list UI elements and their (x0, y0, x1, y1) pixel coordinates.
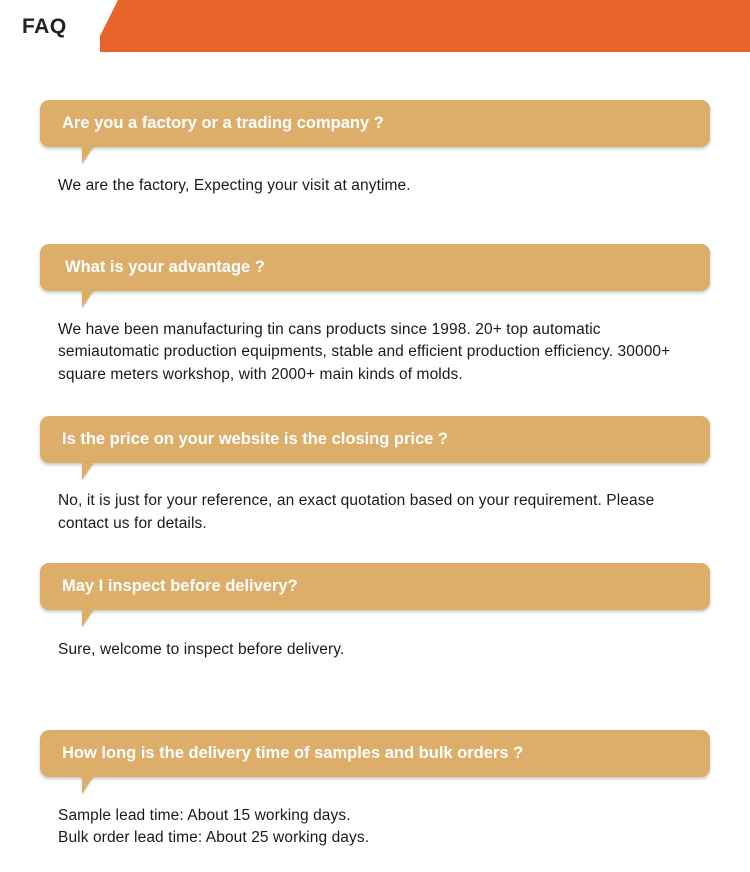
faq-item (0, 662, 750, 850)
faq-item (0, 198, 750, 387)
speech-tail-icon (82, 462, 106, 480)
faq-question-wrap (40, 198, 710, 291)
faq-question-text: Are you a factory or a trading company ? (62, 114, 384, 132)
faq-question[interactable] (40, 730, 710, 777)
faq-question-text: What is your advantage ? (65, 257, 265, 276)
faq-question-wrap (40, 662, 710, 777)
faq-question[interactable] (40, 244, 710, 291)
faq-question[interactable] (40, 416, 710, 463)
faq-item (0, 386, 750, 535)
faq-question[interactable] (40, 563, 710, 610)
faq-answer: No, it is just for your reference, an exact quotation based on your requirement. Please contact us for details. (58, 492, 655, 532)
page-header (0, 0, 750, 52)
faq-question[interactable] (40, 100, 710, 147)
speech-tail-icon (82, 290, 106, 308)
faq-question-wrap (40, 52, 710, 147)
speech-tail-icon (82, 776, 106, 794)
faq-list (0, 52, 750, 850)
faq-answer: We have been manufacturing tin cans products since 1998. 20+ top automatic semiautomatic production equipments, stable and efficient production efficiency. 30000+ square meters workshop, with 2000+ main kinds of molds. (58, 320, 671, 383)
faq-answer: Sure, welcome to inspect before delivery. (58, 641, 345, 659)
header-tab (0, 0, 100, 52)
faq-answer (58, 777, 688, 850)
faq-question-wrap (40, 386, 710, 463)
faq-question-wrap (40, 535, 710, 610)
speech-tail-icon (82, 609, 106, 627)
faq-question-text: Is the price on your website is the closing price ? (62, 430, 449, 449)
faq-item (0, 52, 750, 198)
faq-item (0, 535, 750, 662)
faq-question-text: How long is the delivery time of samples and bulk orders ? (62, 743, 524, 762)
faq-answer-line: Bulk order lead time: About 25 working days. (58, 829, 370, 847)
speech-tail-icon (82, 146, 106, 164)
faq-answer: We are the factory, Expecting your visit at anytime. (58, 177, 411, 195)
faq-answer-line: Sample lead time: About 15 working days. (58, 806, 351, 824)
page-title: FAQ (22, 14, 67, 38)
header-tab-slant (92, 0, 118, 52)
faq-question-text: May I inspect before delivery? (62, 577, 298, 596)
